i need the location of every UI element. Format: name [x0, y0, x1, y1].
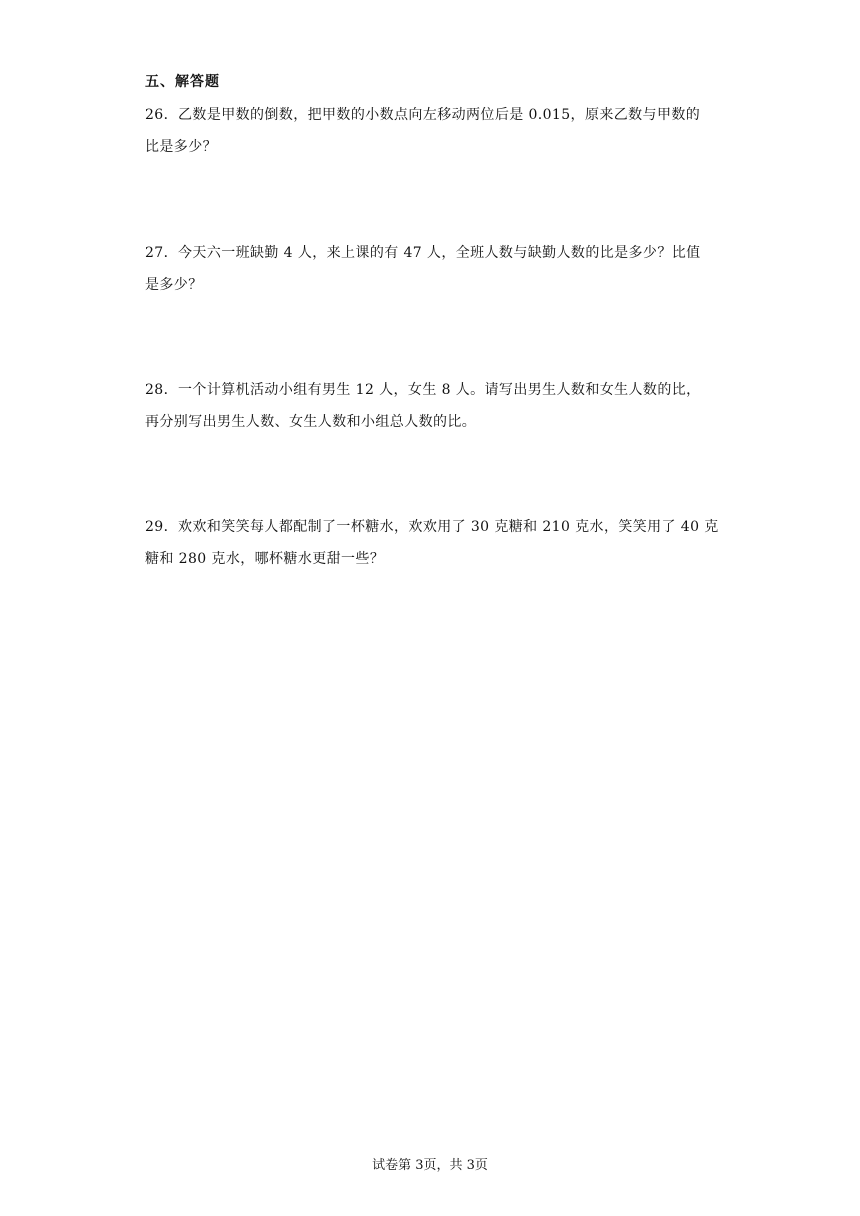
question-27-line-2: 是多少？ [145, 277, 203, 293]
question-26-line-2: 比是多少？ [145, 139, 217, 155]
question-26-line-1: 26．乙数是甲数的倒数，把甲数的小数点向左移动两位后是 0.015，原来乙数与甲数的 [145, 107, 701, 123]
question-28 [145, 374, 725, 438]
section-title: 五、解答题 [145, 74, 220, 90]
question-27-line-1: 27．今天六一班缺勤 4 人，来上课的有 47 人，全班人数与缺勤人数的比是多少？比值 [145, 245, 701, 261]
question-28-line-1: 28．一个计算机活动小组有男生 12 人，女生 8 人。请写出男生人数和女生人数的比， [145, 382, 701, 398]
question-29-line-2: 糖和 280 克水，哪杯糖水更甜一些？ [145, 551, 385, 567]
question-29-line-1: 29．欢欢和笑笑每人都配制了一杯糖水，欢欢用了 30 克糖和 210 克水，笑笑用了 40 克 [145, 519, 719, 535]
question-29 [145, 511, 725, 575]
question-26 [145, 99, 725, 163]
question-28-line-2: 再分别写出男生人数、女生人数和小组总人数的比。 [145, 414, 477, 430]
question-27 [145, 237, 725, 301]
page-footer: 试卷第 3页，共 3页 [372, 1158, 488, 1173]
